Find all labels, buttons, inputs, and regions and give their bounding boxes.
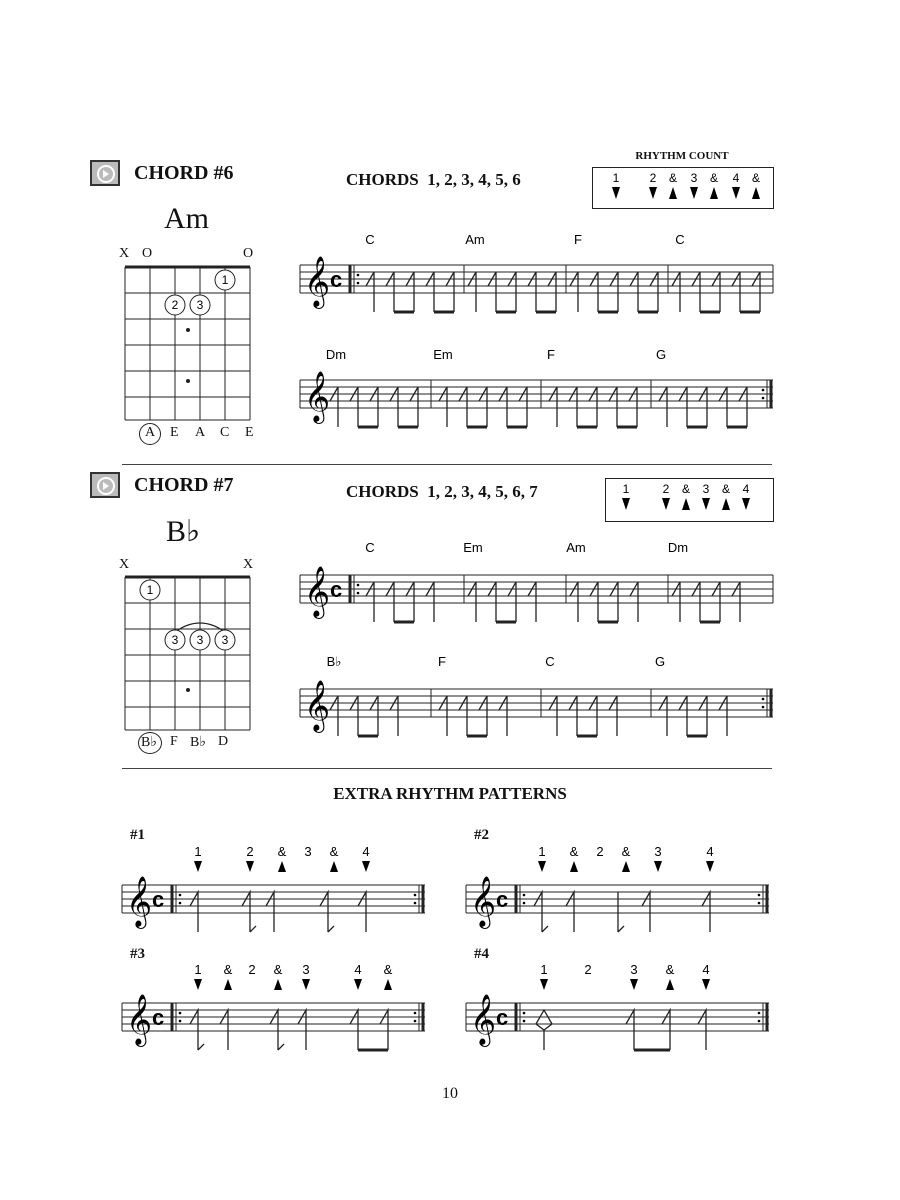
string-note: F — [170, 734, 178, 749]
upstroke-arrow — [330, 861, 338, 872]
extra-patterns-title: EXTRA RHYTHM PATTERNS — [333, 784, 567, 803]
downstroke-arrow — [612, 187, 620, 199]
svg-text:2: 2 — [171, 298, 179, 312]
rhythm-count-title: RHYTHM COUNT — [635, 150, 729, 162]
count-3: 3 — [304, 844, 312, 859]
chord-diagram-bflat — [120, 572, 260, 734]
count-and: & — [383, 962, 393, 977]
downstroke-arrow — [702, 979, 710, 990]
chord-symbol: Dm — [325, 347, 347, 362]
play-audio-icon[interactable] — [90, 160, 120, 186]
count-and: & — [277, 844, 287, 859]
open-string-mark: O — [142, 246, 153, 261]
count-and: & — [668, 171, 678, 185]
string-note: A — [145, 425, 156, 440]
count-1: 1 — [194, 844, 202, 859]
count-1: 1 — [622, 482, 630, 496]
downstroke-arrow — [649, 187, 657, 199]
muted-string-mark: X — [243, 557, 254, 572]
count-4: 4 — [702, 962, 710, 977]
rhythm-count-strums — [605, 478, 772, 520]
downstroke-arrow — [302, 979, 310, 990]
upstroke-arrow — [224, 979, 232, 990]
treble-clef-icon: 𝄞 — [304, 372, 331, 421]
string-note: E — [170, 425, 179, 440]
string-note: D — [218, 734, 229, 749]
chord-symbol: Em — [463, 540, 483, 555]
finger-1-marker — [140, 580, 160, 600]
chords-list-title: CHORDS 1, 2, 3, 4, 5, 6, 7 — [346, 482, 538, 501]
finger-2-marker — [165, 295, 185, 315]
string-note: C — [220, 425, 230, 440]
finger-1-marker — [215, 270, 235, 290]
downstroke-arrow — [706, 861, 714, 872]
chord-6-heading: CHORD #6 — [134, 162, 234, 184]
rhythm-pattern-1 — [120, 840, 430, 940]
downstroke-arrow — [654, 861, 662, 872]
rhythm-pattern-2 — [464, 840, 774, 940]
common-time-icon: c — [496, 1005, 509, 1030]
count-and: & — [751, 171, 761, 185]
treble-clef-icon: 𝄞 — [126, 877, 153, 926]
chord-symbol: C — [545, 654, 555, 669]
downstroke-arrow — [194, 861, 202, 872]
section-divider — [122, 768, 772, 769]
svg-text:3: 3 — [196, 633, 204, 647]
count-and: & — [721, 482, 731, 496]
svg-text:1: 1 — [221, 273, 229, 287]
upstroke-arrow — [570, 861, 578, 872]
upstroke-arrow — [722, 498, 730, 510]
count-3: 3 — [654, 844, 662, 859]
chord-symbol: B♭ — [326, 654, 342, 669]
common-time-icon: c — [152, 887, 165, 912]
downstroke-arrow — [362, 861, 370, 872]
common-time-icon: c — [330, 577, 343, 602]
chord-symbol: C — [365, 232, 375, 247]
string-note: A — [195, 425, 206, 440]
finger-3-marker — [190, 295, 210, 315]
string-note: E — [245, 425, 254, 440]
chord-diagram-am — [120, 262, 260, 422]
count-4: 4 — [742, 482, 750, 496]
count-3: 3 — [702, 482, 710, 496]
chord-symbol: Am — [465, 232, 485, 247]
music-staff — [298, 652, 778, 744]
play-audio-icon[interactable] — [90, 472, 120, 498]
muted-string-mark: X — [119, 557, 130, 572]
downstroke-arrow — [630, 979, 638, 990]
upstroke-arrow — [710, 187, 718, 199]
count-1: 1 — [538, 844, 546, 859]
chord-symbol: C — [365, 540, 375, 555]
music-staff — [298, 540, 778, 630]
count-2: 2 — [649, 171, 657, 185]
treble-clef-icon: 𝄞 — [304, 681, 331, 730]
count-1: 1 — [194, 962, 202, 977]
downstroke-arrow — [662, 498, 670, 510]
chord-symbol: Em — [433, 347, 453, 362]
pattern-label: #3 — [130, 946, 145, 962]
count-and: & — [273, 962, 283, 977]
common-time-icon: c — [152, 1005, 165, 1030]
downstroke-arrow — [538, 861, 546, 872]
chord-symbol: G — [654, 654, 666, 669]
svg-text:3: 3 — [196, 298, 204, 312]
count-1: 1 — [540, 962, 548, 977]
count-2: 2 — [248, 962, 256, 977]
svg-text:3: 3 — [221, 633, 229, 647]
fret-dot — [186, 688, 190, 692]
downstroke-arrow — [246, 861, 254, 872]
music-staff — [298, 343, 778, 433]
count-2: 2 — [584, 962, 592, 977]
svg-text:1: 1 — [146, 583, 154, 597]
chord-symbol: F — [574, 232, 582, 247]
finger-3-marker — [215, 630, 235, 650]
count-and: & — [329, 844, 339, 859]
count-4: 4 — [354, 962, 362, 977]
count-and: & — [681, 482, 691, 496]
downstroke-arrow — [540, 979, 548, 990]
count-2: 2 — [596, 844, 604, 859]
pattern-label: #4 — [474, 946, 489, 962]
upstroke-arrow — [666, 979, 674, 990]
upstroke-arrow — [752, 187, 760, 199]
upstroke-arrow — [384, 979, 392, 990]
treble-clef-icon: 𝄞 — [470, 995, 497, 1044]
svg-text:3: 3 — [171, 633, 179, 647]
string-note: B♭ — [190, 735, 206, 750]
muted-string-mark: X — [119, 246, 130, 261]
downstroke-arrow — [742, 498, 750, 510]
upstroke-arrow — [669, 187, 677, 199]
count-and: & — [709, 171, 719, 185]
string-note: B♭ — [141, 735, 157, 750]
count-and: & — [569, 844, 579, 859]
count-4: 4 — [732, 171, 740, 185]
open-string-mark: O — [243, 246, 254, 261]
finger-3-marker — [190, 630, 210, 650]
downstroke-arrow — [622, 498, 630, 510]
pattern-label: #1 — [130, 827, 145, 843]
downstroke-arrow — [702, 498, 710, 510]
chord-symbol: F — [547, 347, 555, 362]
rhythm-pattern-4 — [464, 958, 774, 1058]
upstroke-arrow — [274, 979, 282, 990]
chord-symbol: Dm — [667, 540, 689, 555]
chords-list-title: CHORDS 1, 2, 3, 4, 5, 6 — [346, 170, 521, 189]
count-1: 1 — [612, 171, 620, 185]
count-3: 3 — [690, 171, 698, 185]
count-3: 3 — [302, 962, 310, 977]
treble-clef-icon: 𝄞 — [126, 995, 153, 1044]
downstroke-arrow — [690, 187, 698, 199]
upstroke-arrow — [278, 861, 286, 872]
fret-dot — [186, 379, 190, 383]
treble-clef-icon: 𝄞 — [304, 257, 331, 306]
count-2: 2 — [246, 844, 254, 859]
music-staff — [298, 228, 778, 328]
section-divider — [122, 464, 772, 465]
upstroke-arrow — [622, 861, 630, 872]
treble-clef-icon: 𝄞 — [470, 877, 497, 926]
chord-symbol: Am — [566, 540, 586, 555]
count-and: & — [621, 844, 631, 859]
chord-symbol: F — [438, 654, 446, 669]
fret-dot — [186, 328, 190, 332]
finger-3-marker — [165, 630, 185, 650]
chord-symbol: C — [675, 232, 685, 247]
downstroke-arrow — [194, 979, 202, 990]
rhythm-pattern-3 — [120, 958, 430, 1058]
rhythm-count-strums — [592, 167, 772, 207]
half-note — [536, 1010, 552, 1050]
count-3: 3 — [630, 962, 638, 977]
pattern-label: #2 — [474, 827, 489, 843]
common-time-icon: c — [330, 267, 343, 292]
page-number: 10 — [442, 1085, 458, 1102]
common-time-icon: c — [496, 887, 509, 912]
count-4: 4 — [362, 844, 370, 859]
chord-7-heading: CHORD #7 — [134, 474, 234, 496]
count-4: 4 — [706, 844, 714, 859]
count-and: & — [665, 962, 675, 977]
downstroke-arrow — [354, 979, 362, 990]
treble-clef-icon: 𝄞 — [304, 567, 331, 616]
chord-name-bflat: B♭ — [166, 515, 201, 548]
count-2: 2 — [662, 482, 670, 496]
upstroke-arrow — [682, 498, 690, 510]
chord-name-am: Am — [164, 202, 209, 235]
chord-symbol: G — [655, 347, 667, 362]
downstroke-arrow — [732, 187, 740, 199]
count-and: & — [223, 962, 233, 977]
